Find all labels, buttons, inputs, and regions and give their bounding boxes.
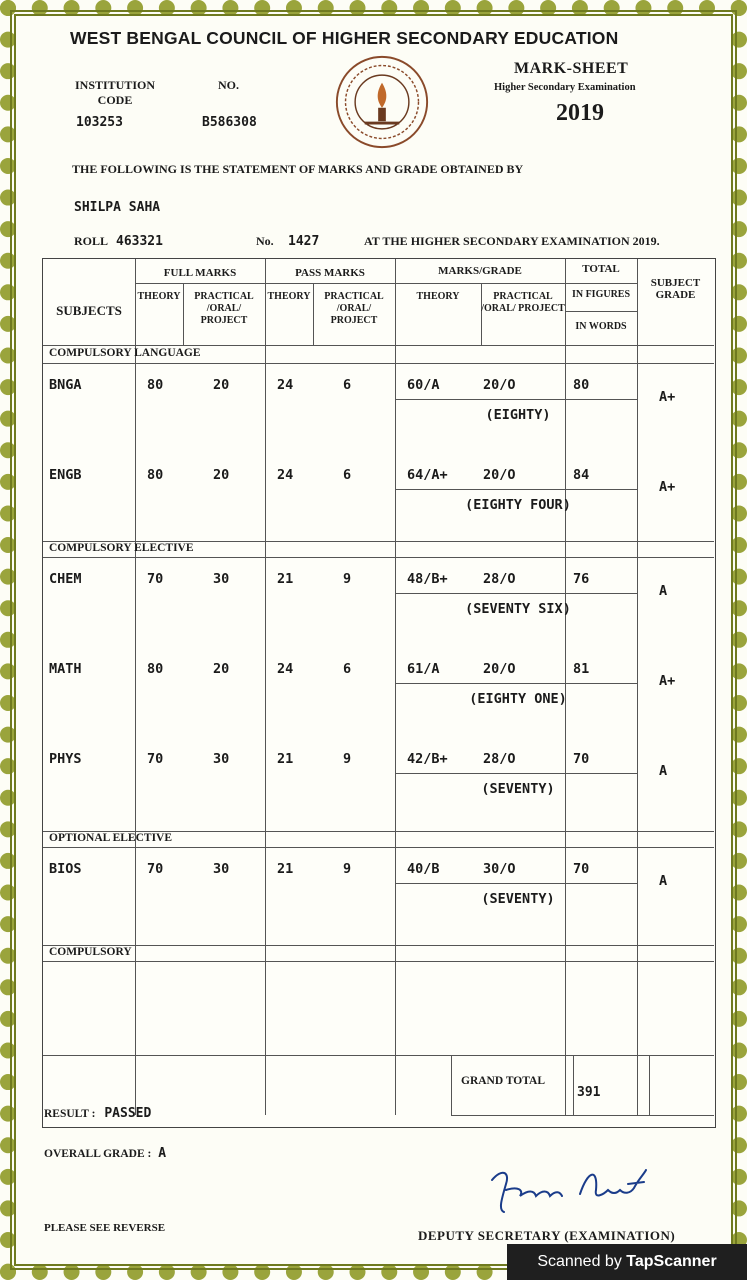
full-theory-marks: 70	[147, 861, 164, 877]
total-header: TOTAL	[582, 263, 620, 275]
result-value: PASSED	[104, 1106, 152, 1121]
full-practical-marks: 30	[213, 751, 230, 767]
total-in-words: (SEVENTY)	[481, 781, 555, 797]
pass-theory-marks: 24	[277, 377, 294, 393]
document-subtitle: Higher Secondary Examination	[494, 82, 636, 93]
total-in-figures: 70	[573, 861, 590, 877]
row-divider	[395, 683, 637, 684]
subject-grade: A+	[659, 389, 676, 405]
document-title: MARK-SHEET	[514, 60, 629, 77]
signatory-title: DEPUTY SECRETARY (EXAMINATION)	[418, 1228, 676, 1243]
watermark-prefix: Scanned by	[537, 1253, 622, 1270]
scanner-watermark	[507, 1244, 747, 1280]
roll-label: ROLL	[74, 234, 109, 248]
full-theory-header: THEORY	[137, 291, 181, 302]
row-divider	[565, 311, 637, 312]
pass-practical-marks: 9	[343, 571, 352, 587]
theory-marks-grade: 61/A	[407, 661, 440, 677]
full-theory-marks: 70	[147, 571, 164, 587]
total-in-figures: 80	[573, 377, 590, 393]
section-compulsory: COMPULSORY	[49, 946, 132, 958]
full-practical-marks: 20	[213, 661, 230, 677]
col-divider	[565, 259, 566, 1115]
roll-number: 463321	[116, 234, 163, 249]
full-theory-marks: 80	[147, 377, 164, 393]
row-divider	[135, 283, 637, 284]
exam-text: AT THE HIGHER SECONDARY EXAMINATION 2019.	[364, 234, 660, 248]
subject-grade: A	[659, 583, 668, 599]
total-in-figures: 81	[573, 661, 590, 677]
section-compulsory-language: COMPULSORY LANGUAGE	[49, 347, 201, 359]
result-label: RESULT :	[44, 1108, 96, 1120]
total-in-words: (SEVENTY SIX)	[465, 601, 571, 617]
section-optional-elective: OPTIONAL ELECTIVE	[49, 832, 173, 844]
pass-theory-marks: 24	[277, 467, 294, 483]
practical-marks-grade: 20/O	[483, 467, 516, 483]
in-words-header: IN WORDS	[575, 321, 627, 332]
in-figures-header: IN FIGURES	[571, 289, 631, 300]
marks-grade-header: MARKS/GRADE	[438, 265, 522, 277]
row-divider	[395, 593, 637, 594]
institution-code: 103253	[76, 115, 123, 130]
total-in-figures: 76	[573, 571, 590, 587]
exam-year: 2019	[556, 100, 604, 126]
section-divider	[43, 557, 714, 558]
council-name: WEST BENGAL COUNCIL OF HIGHER SECONDARY EDUCATION	[70, 28, 619, 48]
see-reverse-note: PLEASE SEE REVERSE	[44, 1222, 166, 1234]
col-divider	[649, 1055, 650, 1115]
subject-code: BNGA	[49, 377, 82, 393]
full-practical-marks: 30	[213, 571, 230, 587]
subject-code: PHYS	[49, 751, 82, 767]
overall-grade-value: A	[158, 1146, 167, 1161]
pass-practical-marks: 9	[343, 861, 352, 877]
total-in-figures: 84	[573, 467, 590, 483]
subject-code: MATH	[49, 661, 82, 677]
practical-marks-grade: 30/O	[483, 861, 516, 877]
full-marks-header: FULL MARKS	[163, 267, 237, 279]
row-divider	[451, 1115, 714, 1116]
pass-practical-header: PRACTICAL /ORAL/ PROJECT	[324, 291, 384, 326]
section-divider	[43, 363, 714, 364]
row-divider	[43, 345, 714, 346]
marks-practical-header: PRACTICAL /ORAL/ PROJECT	[481, 291, 565, 314]
section-divider	[43, 945, 714, 946]
institution-code-label: INSTITUTION CODE	[74, 78, 156, 107]
total-in-words: (EIGHTY FOUR)	[465, 497, 571, 513]
pass-practical-marks: 6	[343, 467, 352, 483]
pass-marks-header: PASS MARKS	[295, 267, 365, 279]
theory-marks-grade: 48/B+	[407, 571, 448, 587]
subject-code: ENGB	[49, 467, 82, 483]
row-divider	[395, 399, 637, 400]
watermark-brand: TapScanner	[626, 1253, 717, 1270]
subject-grade: A	[659, 763, 668, 779]
subject-grade: A+	[659, 479, 676, 495]
total-in-figures: 70	[573, 751, 590, 767]
total-in-words: (EIGHTY ONE)	[469, 691, 567, 707]
section-compulsory-elective: COMPULSORY ELECTIVE	[49, 542, 194, 554]
subject-grade: A+	[659, 673, 676, 689]
full-theory-marks: 80	[147, 661, 164, 677]
subject-code: CHEM	[49, 571, 82, 587]
pass-theory-marks: 21	[277, 571, 294, 587]
col-divider	[451, 1055, 452, 1115]
full-practical-marks: 30	[213, 861, 230, 877]
student-name: SHILPA SAHA	[74, 200, 161, 215]
marks-theory-header: THEORY	[416, 291, 460, 302]
practical-marks-grade: 28/O	[483, 751, 516, 767]
col-divider	[573, 1055, 574, 1115]
pass-theory-marks: 24	[277, 661, 294, 677]
roll-no-value: 1427	[288, 234, 320, 249]
signature-icon	[484, 1160, 654, 1220]
total-in-words: (SEVENTY)	[481, 891, 555, 907]
col-divider	[395, 259, 396, 1115]
subject-grade: A	[659, 873, 668, 889]
practical-marks-grade: 28/O	[483, 571, 516, 587]
no-label: NO.	[218, 78, 239, 92]
practical-marks-grade: 20/O	[483, 377, 516, 393]
sheet-number: B586308	[202, 115, 257, 130]
overall-grade-label: OVERALL GRADE :	[44, 1148, 152, 1160]
pass-theory-marks: 21	[277, 861, 294, 877]
full-practical-marks: 20	[213, 377, 230, 393]
subject-grade-header: SUBJECT GRADE	[650, 277, 701, 301]
row-divider	[395, 773, 637, 774]
overall-grade-line	[44, 1146, 166, 1161]
row-divider	[395, 489, 637, 490]
section-divider	[43, 961, 714, 962]
result-line	[44, 1106, 151, 1121]
subject-code: BIOS	[49, 861, 82, 877]
full-practical-header: PRACTICAL /ORAL/ PROJECT	[194, 291, 254, 326]
grand-total-label: GRAND TOTAL	[461, 1075, 546, 1087]
theory-marks-grade: 42/B+	[407, 751, 448, 767]
mark-sheet	[34, 20, 724, 1260]
marks-table	[42, 258, 716, 1128]
roll-no-label: No.	[256, 234, 274, 248]
row-divider	[395, 883, 637, 884]
theory-marks-grade: 60/A	[407, 377, 440, 393]
practical-marks-grade: 20/O	[483, 661, 516, 677]
full-theory-marks: 80	[147, 467, 164, 483]
col-divider	[637, 259, 638, 1115]
col-divider	[265, 259, 266, 1115]
pass-theory-header: THEORY	[267, 291, 311, 302]
theory-marks-grade: 40/B	[407, 861, 440, 877]
full-theory-marks: 70	[147, 751, 164, 767]
col-divider	[135, 259, 136, 1115]
pass-practical-marks: 6	[343, 377, 352, 393]
full-practical-marks: 20	[213, 467, 230, 483]
statement-text: THE FOLLOWING IS THE STATEMENT OF MARKS AND GRADE OBTAINED BY	[72, 162, 524, 176]
section-divider	[43, 847, 714, 848]
pass-practical-marks: 6	[343, 661, 352, 677]
grand-total-value: 391	[577, 1085, 601, 1100]
council-seal-icon	[334, 54, 430, 150]
pass-theory-marks: 21	[277, 751, 294, 767]
theory-marks-grade: 64/A+	[407, 467, 448, 483]
total-in-words: (EIGHTY)	[485, 407, 551, 423]
pass-practical-marks: 9	[343, 751, 352, 767]
subjects-header: SUBJECTS	[56, 303, 122, 318]
row-divider	[43, 1055, 714, 1056]
